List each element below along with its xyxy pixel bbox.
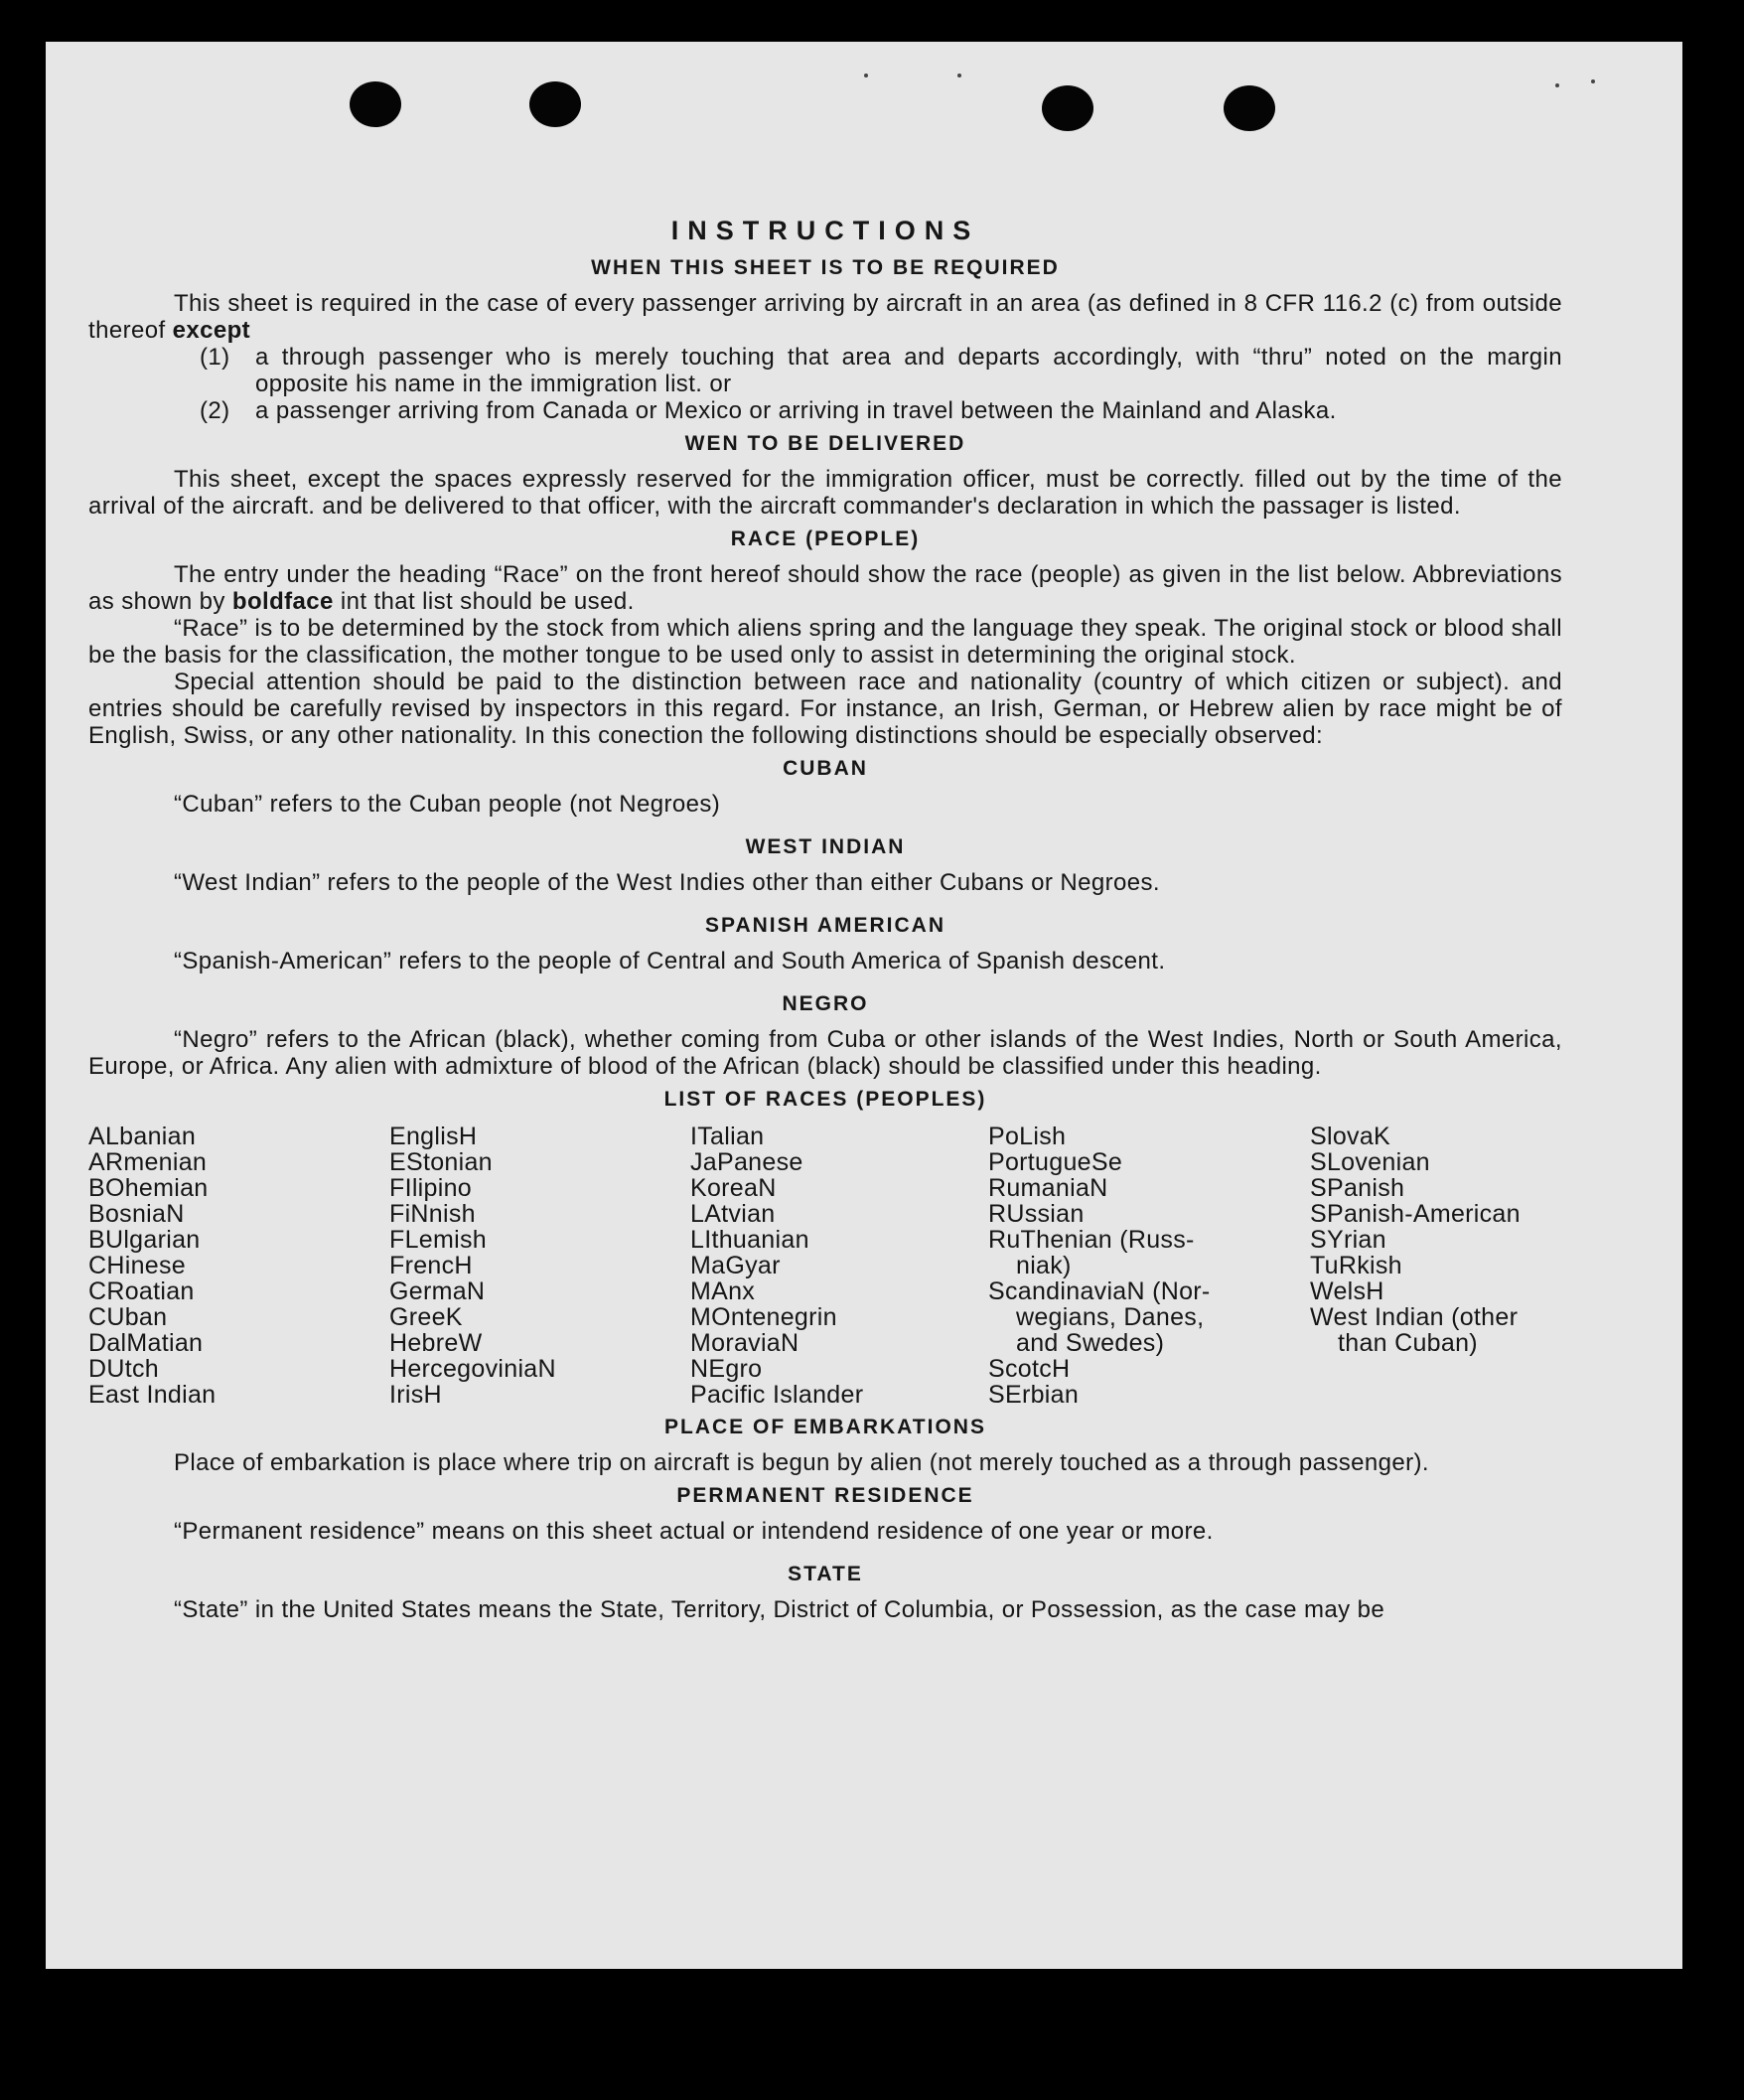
race-entry: ITalian: [690, 1123, 765, 1150]
race-entry: EStonian: [389, 1148, 493, 1176]
section-heading-list-of-races: LIST OF RACES (PEOPLES): [663, 1088, 987, 1111]
section-heading-race: RACE (PEOPLE): [730, 527, 921, 550]
scan-speck: [1591, 79, 1595, 83]
race-entry: FIlipino: [389, 1174, 472, 1202]
race-entry: LAtvian: [690, 1200, 776, 1228]
race-entry: FLemish: [389, 1226, 487, 1254]
race-entry: Pacific Islander: [690, 1381, 864, 1409]
race-entry: East Indian: [88, 1381, 217, 1409]
paragraph: This sheet is required in the case of every passenger arriving by aircraft in an area (as defined in 8 CFR 116.2 (c) from outside thereof except: [88, 290, 1562, 344]
race-entry: SYrian: [1310, 1226, 1386, 1254]
race-entry: MAnx: [690, 1277, 756, 1305]
race-list: [88, 1124, 1562, 1408]
race-column: [1310, 1124, 1562, 1408]
race-entry: RumaniaN: [988, 1174, 1108, 1202]
punch-hole: [1224, 85, 1275, 131]
race-entry-continued: than Cuban): [1338, 1329, 1478, 1357]
race-entry: EnglisH: [389, 1123, 478, 1150]
scan-speck: [957, 74, 961, 77]
race-entry: West Indian (other: [1310, 1303, 1519, 1331]
page-title: INSTRUCTIONS: [670, 216, 980, 245]
race-entry: NEgro: [690, 1355, 763, 1383]
race-entry: GermaN: [389, 1277, 486, 1305]
paragraph: “Permanent residence” means on this sheet actual or intendend residence of one year or more.: [174, 1518, 1214, 1545]
race-entry: JaPanese: [690, 1148, 803, 1176]
race-entry-continued: and Swedes): [1016, 1329, 1165, 1357]
race-entry: SPanish-American: [1310, 1200, 1521, 1228]
paragraph: “Spanish-American” refers to the people of Central and South America of Spanish descent.: [174, 948, 1166, 975]
race-entry: PortugueSe: [988, 1148, 1123, 1176]
section-heading-state: STATE: [788, 1563, 863, 1585]
paragraph: Place of embarkation is place where trip on aircraft is begun by alien (not merely touched as a through passenger).: [174, 1449, 1429, 1476]
document-page: [46, 42, 1682, 1969]
paragraph: The entry under the heading “Race” on the front hereof should show the race (people) as given in the list below. Abbreviations as shown by boldface int that list should be used.: [88, 561, 1562, 615]
race-entry: MaGyar: [690, 1252, 781, 1279]
race-entry: PoLish: [988, 1123, 1067, 1150]
section-heading-cuban: CUBAN: [783, 757, 868, 780]
paragraph: This sheet, except the spaces expressly reserved for the immigration officer, must be correctly. filled out by the time of the arrival of the aircraft. and be delivered to that officer, with the aircraft commander's declaration in which the passager is listed.: [88, 466, 1562, 520]
race-entry: SPanish: [1310, 1174, 1405, 1202]
race-entry: DUtch: [88, 1355, 159, 1383]
race-entry: WelsH: [1310, 1277, 1384, 1305]
paragraph: “West Indian” refers to the people of the West Indies other than either Cubans or Negroes.: [174, 869, 1160, 896]
race-entry: GreeK: [389, 1303, 463, 1331]
race-entry: HebreW: [389, 1329, 483, 1357]
race-column: [988, 1124, 1310, 1408]
race-entry: BUlgarian: [88, 1226, 201, 1254]
instructions-content: [88, 171, 1562, 1623]
race-entry: HercegoviniaN: [389, 1355, 556, 1383]
race-column: [389, 1124, 690, 1408]
race-entry: RuThenian (Russ-: [988, 1226, 1195, 1254]
race-entry: ScandinaviaN (Nor-: [988, 1277, 1211, 1305]
race-column: [88, 1124, 389, 1408]
race-entry: TuRkish: [1310, 1252, 1402, 1279]
punch-hole: [1042, 85, 1093, 131]
paragraph: “State” in the United States means the State, Territory, District of Columbia, or Possession, as the case may be: [174, 1596, 1385, 1623]
section-heading-negro: NEGRO: [782, 992, 869, 1015]
race-entry: KoreaN: [690, 1174, 777, 1202]
section-heading-required: WHEN THIS SHEET IS TO BE REQUIRED: [591, 256, 1060, 279]
race-entry: SErbian: [988, 1381, 1080, 1409]
race-entry-continued: niak): [1016, 1252, 1072, 1279]
race-entry: IrisH: [389, 1381, 442, 1409]
list-item: (1) a through passenger who is merely touching that area and departs accordingly, with “thru” noted on the margin opposite his name in the immigration list. or: [200, 344, 1562, 397]
race-column: [690, 1124, 988, 1408]
section-heading-spanish-american: SPANISH AMERICAN: [704, 914, 945, 937]
race-entry: BosniaN: [88, 1200, 185, 1228]
race-entry: CHinese: [88, 1252, 186, 1279]
paragraph: Special attention should be paid to the distinction between race and nationality (country of which citizen or subject). and entries should be carefully revised by inspectors in this regard. For instance, an Irish, German, or Hebrew alien by race might be of English, Swiss, or any other nationality. In this conection the following distinctions should be especially observed:: [88, 669, 1562, 749]
race-entry: SlovaK: [1310, 1123, 1391, 1150]
section-heading-embarkation: PLACE OF EMBARKATIONS: [664, 1416, 986, 1438]
scan-speck: [864, 74, 868, 77]
race-entry: CUban: [88, 1303, 168, 1331]
race-entry: FiNnish: [389, 1200, 476, 1228]
race-entry: MOntenegrin: [690, 1303, 837, 1331]
race-entry: ALbanian: [88, 1123, 197, 1150]
section-heading-permanent-residence: PERMANENT RESIDENCE: [676, 1484, 974, 1507]
race-entry-continued: wegians, Danes,: [1016, 1303, 1205, 1331]
paragraph: “Race” is to be determined by the stock from which aliens spring and the language they speak. The original stock or blood shall be the basis for the classification, the mother tongue to be used only to assist in determining the original stock.: [88, 615, 1562, 669]
section-heading-delivered: WEN TO BE DELIVERED: [684, 432, 966, 455]
race-entry: SLovenian: [1310, 1148, 1430, 1176]
race-entry: DalMatian: [88, 1329, 204, 1357]
paragraph: “Negro” refers to the African (black), whether coming from Cuba or other islands of the West Indies, North or South America, Europe, or Africa. Any alien with admixture of blood of the African (black) should be classified under this heading.: [88, 1026, 1562, 1080]
race-entry: ScotcH: [988, 1355, 1071, 1383]
list-item: (2) a passenger arriving from Canada or Mexico or arriving in travel between the Mainland and Alaska.: [200, 397, 1337, 424]
scan-speck: [1555, 83, 1559, 87]
paragraph: “Cuban” refers to the Cuban people (not Negroes): [174, 791, 721, 818]
punch-hole: [350, 81, 401, 127]
race-entry: MoraviaN: [690, 1329, 799, 1357]
punch-hole: [529, 81, 581, 127]
race-entry: LIthuanian: [690, 1226, 809, 1254]
race-entry: RUssian: [988, 1200, 1085, 1228]
section-heading-west-indian: WEST INDIAN: [745, 835, 906, 858]
race-entry: FrencH: [389, 1252, 473, 1279]
race-entry: ARmenian: [88, 1148, 208, 1176]
race-entry: CRoatian: [88, 1277, 195, 1305]
race-entry: BOhemian: [88, 1174, 209, 1202]
